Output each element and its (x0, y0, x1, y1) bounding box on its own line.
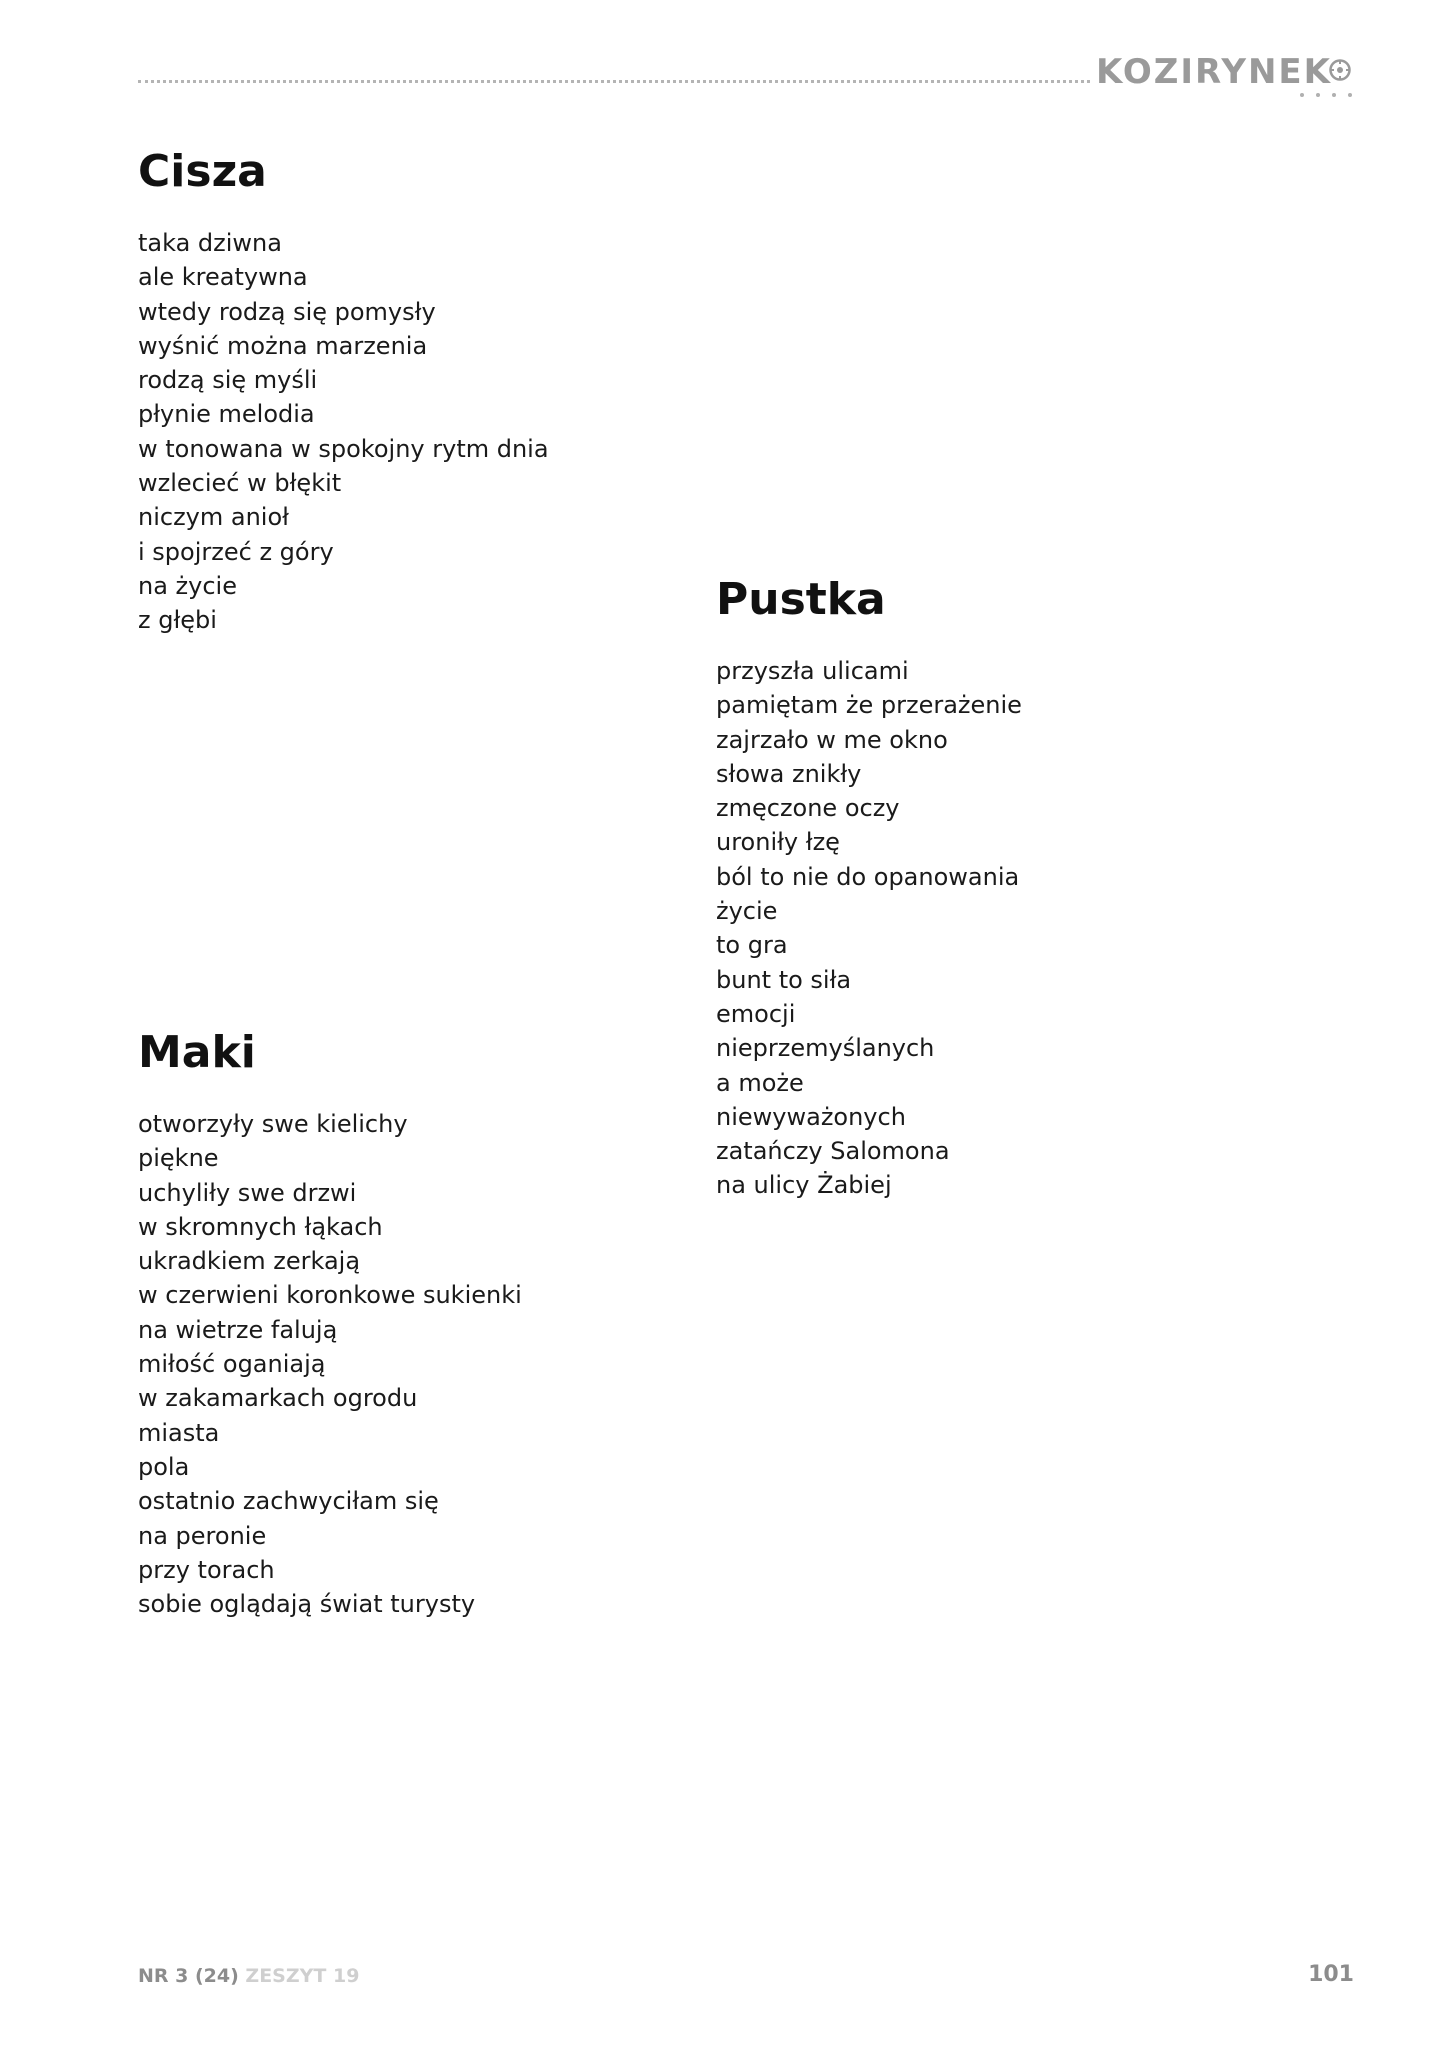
poem-line: płynie melodia (138, 400, 315, 429)
logo-dots-decoration (1296, 92, 1356, 98)
poem-line: zatańczy Salomona (716, 1137, 950, 1166)
poem-line: przy torach (138, 1555, 275, 1584)
footer-issue-info (138, 1964, 359, 1988)
poem-lines (716, 654, 1022, 1203)
poem-line: uchyliły swe drzwi (138, 1178, 357, 1207)
compass-icon (1328, 58, 1352, 82)
poem-line: piękne (138, 1144, 219, 1173)
poem-line: taka dziwna (138, 229, 282, 257)
poem-line: w tonowana w spokojny rytm dnia (138, 434, 549, 463)
poem-line: słowa znikły (716, 759, 862, 788)
poem-maki (138, 1027, 522, 1621)
poem-line: ból to nie do opanowania (716, 862, 1020, 891)
poem-line: ostatnio zachwyciłam się (138, 1487, 439, 1516)
poem-cisza (138, 146, 549, 638)
poem-line: miłość oganiają (138, 1350, 326, 1379)
zeszyt-number: ZESZYT 19 (245, 1965, 360, 1987)
poem-title: Pustka (716, 574, 886, 625)
poem-line: bunt to siła (716, 965, 852, 994)
poem-line: w skromnych łąkach (138, 1212, 383, 1241)
logo-text: KOZIRYNEK (1096, 52, 1332, 92)
poem-line: na peronie (138, 1521, 267, 1550)
poem-line: z głębi (138, 606, 217, 635)
page-number: 101 (1308, 1962, 1354, 1987)
poem-line: emocji (716, 999, 796, 1028)
poem-line: życie (716, 897, 778, 926)
poem-line: przyszła ulicami (716, 657, 909, 685)
poem-line: i spojrzeć z góry (138, 537, 334, 566)
poem-line: ale kreatywna (138, 263, 308, 292)
poem-lines (138, 1107, 522, 1621)
poem-line: pola (138, 1452, 190, 1481)
poem-line: niewyważonych (716, 1102, 906, 1131)
poem-line: na wietrze falują (138, 1315, 338, 1344)
poem-lines (138, 226, 549, 638)
poem-line: ukradkiem zerkają (138, 1247, 361, 1276)
poem-line: uroniły łzę (716, 828, 840, 857)
poem-pustka (716, 574, 1022, 1203)
magazine-logo (1096, 52, 1358, 100)
poem-line: na ulicy Żabiej (716, 1171, 892, 1200)
poem-line: nieprzemyślanych (716, 1034, 935, 1063)
poem-line: w zakamarkach ogrodu (138, 1384, 418, 1413)
poem-line: zajrzało w me okno (716, 725, 948, 754)
poem-line: rodzą się myśli (138, 366, 318, 395)
poem-line: na życie (138, 571, 237, 600)
poem-line: wtedy rodzą się pomysły (138, 297, 436, 326)
poem-line: miasta (138, 1418, 220, 1447)
poem-line: w czerwieni koronkowe sukienki (138, 1281, 522, 1310)
poem-line: pamiętam że przerażenie (716, 691, 1022, 720)
poem-title: Maki (138, 1027, 256, 1078)
poem-line: wyśnić można marzenia (138, 331, 428, 360)
issue-number: NR 3 (24) (138, 1965, 239, 1987)
poem-line: wzlecieć w błękit (138, 469, 342, 498)
poem-line: niczym anioł (138, 503, 289, 532)
poem-title: Cisza (138, 146, 267, 197)
header-dotted-rule (138, 80, 1090, 83)
poem-line: sobie oglądają świat turysty (138, 1590, 476, 1619)
poem-line: otworzyły swe kielichy (138, 1110, 408, 1138)
poem-line: zmęczone oczy (716, 794, 900, 823)
poem-line: to gra (716, 931, 788, 960)
poem-line: a może (716, 1068, 804, 1097)
